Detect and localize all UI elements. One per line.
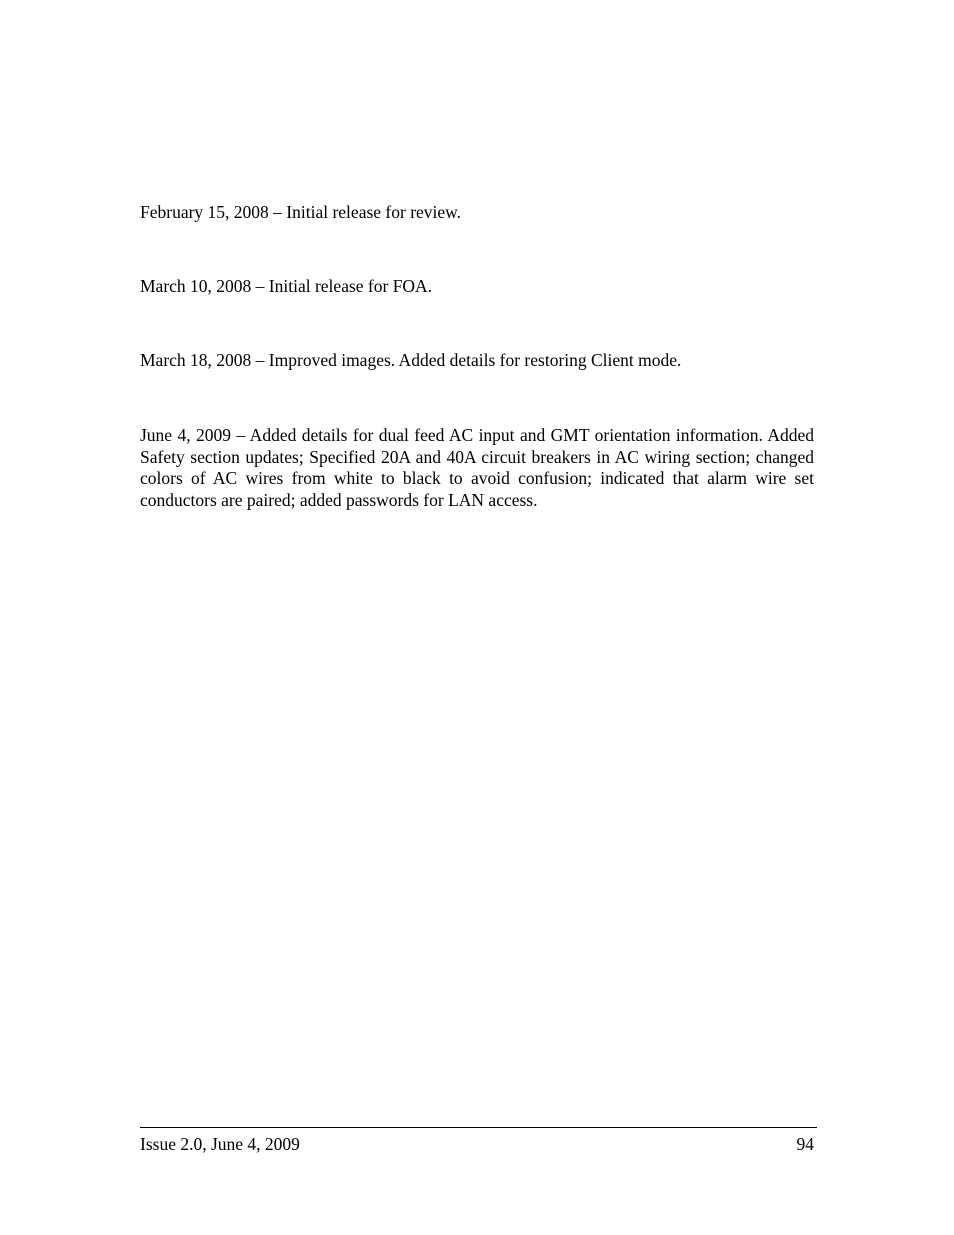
footer-divider <box>140 1127 817 1128</box>
revision-entry: February 15, 2008 – Initial release for review. <box>140 202 462 222</box>
page-footer <box>140 1134 814 1156</box>
revision-entry: June 4, 2009 – Added details for dual feed AC input and GMT orientation information. Added Safety section updates; Specified 20A and 40A circuit breakers in AC wiring section; changed colors of AC wires from white to black to avoid confusion; indicated that alarm wire set conductors are paired; added passwords for LAN access. <box>140 425 814 511</box>
page-number: 94 <box>796 1134 814 1154</box>
revision-entry: March 10, 2008 – Initial release for FOA. <box>140 276 433 296</box>
footer-issue: Issue 2.0, June 4, 2009 <box>140 1134 300 1154</box>
revision-entry: March 18, 2008 – Improved images. Added details for restoring Client mode. <box>140 350 682 370</box>
